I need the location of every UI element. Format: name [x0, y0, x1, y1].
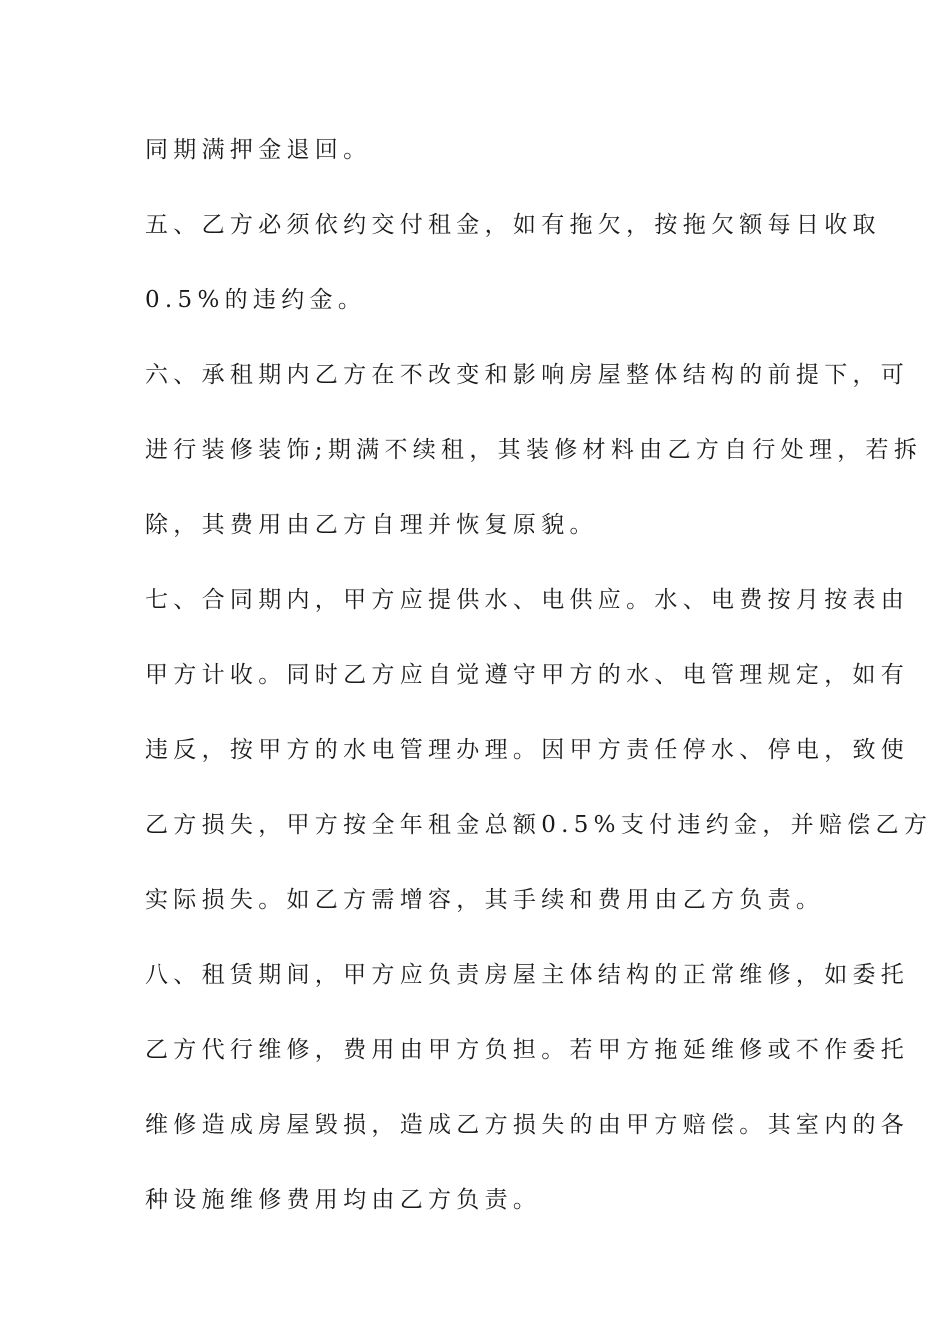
- text-line: 同期满押金退回。: [145, 137, 372, 163]
- text-line: 违反，按甲方的水电管理办理。因甲方责任停水、停电，致使: [145, 737, 910, 763]
- text-line: 种设施维修费用均由乙方负责。: [145, 1187, 542, 1213]
- text-line: 除，其费用由乙方自理并恢复原貌。: [145, 512, 598, 538]
- text-line: 0.5%的违约金。: [145, 287, 367, 313]
- text-line: 甲方计收。同时乙方应自觉遵守甲方的水、电管理规定，如有: [145, 662, 910, 688]
- text-line: 乙方损失，甲方按全年租金总额0.5%支付违约金，并赔偿乙方: [145, 812, 933, 838]
- text-line: 维修造成房屋毁损，造成乙方损失的由甲方赔偿。其室内的各: [145, 1112, 910, 1138]
- text-line: 五、乙方必须依约交付租金，如有拖欠，按拖欠额每日收取: [145, 212, 881, 238]
- text-line: 六、承租期内乙方在不改变和影响房屋整体结构的前提下，可: [145, 362, 910, 388]
- text-line: 八、租赁期间，甲方应负责房屋主体结构的正常维修，如委托: [145, 962, 910, 988]
- text-line: 七、合同期内，甲方应提供水、电供应。水、电费按月按表由: [145, 587, 910, 613]
- text-line: 进行装修装饰;期满不续租，其装修材料由乙方自行处理，若拆: [145, 437, 923, 463]
- text-line: 乙方代行维修，费用由甲方负担。若甲方拖延维修或不作委托: [145, 1037, 910, 1063]
- text-line: 实际损失。如乙方需增容，其手续和费用由乙方负责。: [145, 887, 825, 913]
